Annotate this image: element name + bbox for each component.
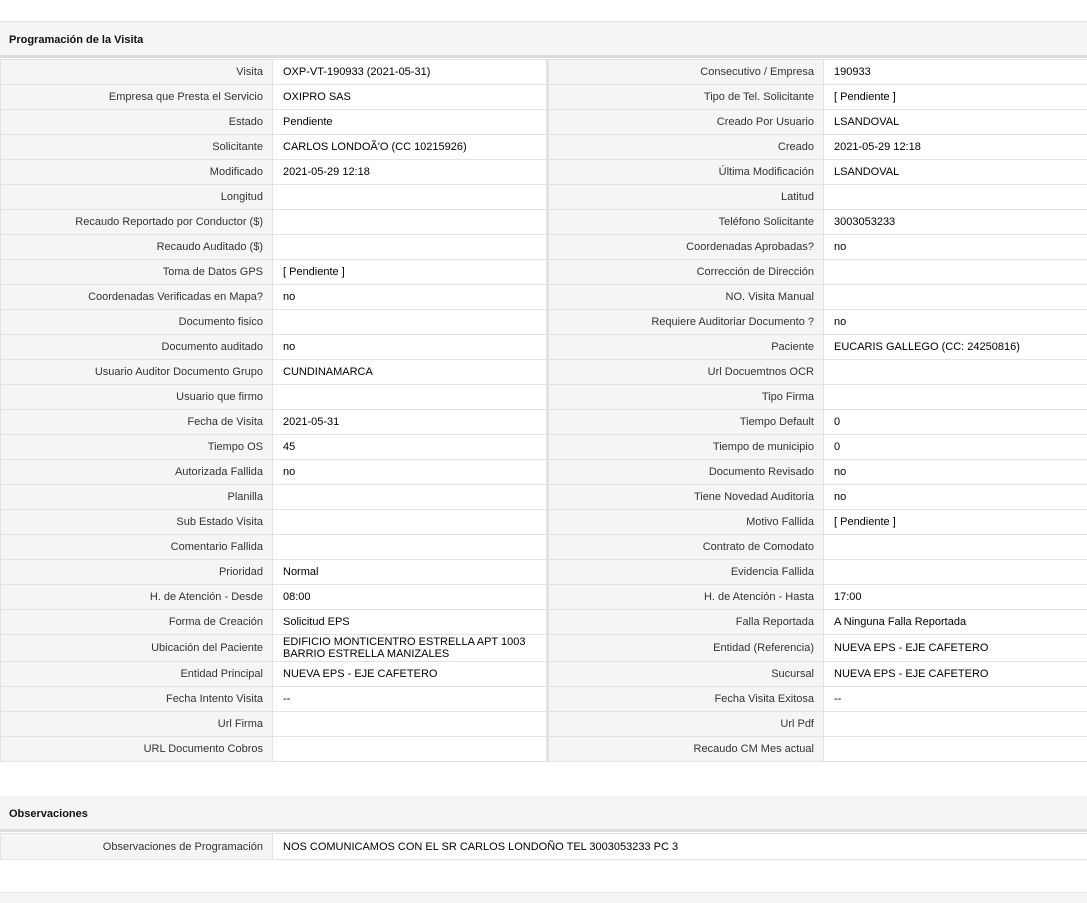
field-value: [824, 535, 1087, 560]
field-label: Fecha Intento Visita: [1, 687, 273, 712]
field-label: Recaudo CM Mes actual: [548, 737, 824, 762]
field-label: Sucursal: [548, 662, 824, 687]
field-label: Tiempo Default: [548, 410, 824, 435]
field-value: LSANDOVAL: [824, 160, 1087, 185]
field-value: CARLOS LONDOÃ'O (CC 10215926): [273, 135, 548, 160]
field-value: CUNDINAMARCA: [273, 360, 548, 385]
field-value: no: [273, 285, 548, 310]
field-label: Observaciones de Programación: [1, 834, 273, 860]
table-row: [1, 712, 1087, 737]
field-label: Creado: [548, 135, 824, 160]
table-row: [1, 435, 1087, 460]
field-value: 0: [824, 410, 1087, 435]
field-value: Pendiente: [273, 110, 548, 135]
field-value: [273, 535, 548, 560]
field-value: [824, 260, 1087, 285]
field-value: Solicitud EPS: [273, 610, 548, 635]
field-label: Autorizada Fallida: [1, 460, 273, 485]
table-row: [1, 135, 1087, 160]
table-row: [1, 460, 1087, 485]
field-value: [273, 485, 548, 510]
field-value: [273, 712, 548, 737]
field-label: URL Documento Cobros: [1, 737, 273, 762]
field-label: Empresa que Presta el Servicio: [1, 85, 273, 110]
field-value: [273, 235, 548, 260]
field-value: 2021-05-29 12:18: [824, 135, 1087, 160]
field-value: [824, 360, 1087, 385]
table-row: [1, 834, 1087, 860]
field-label: Documento fisico: [1, 310, 273, 335]
field-value: NUEVA EPS - EJE CAFETERO: [824, 635, 1087, 662]
field-label: Planilla: [1, 485, 273, 510]
table-row: [1, 160, 1087, 185]
field-label: Url Pdf: [548, 712, 824, 737]
field-value: A Ninguna Falla Reportada: [824, 610, 1087, 635]
field-label: Coordenadas Aprobadas?: [548, 235, 824, 260]
observaciones-table: [0, 833, 1087, 860]
field-label: Entidad Principal: [1, 662, 273, 687]
field-value: EUCARIS GALLEGO (CC: 24250816): [824, 335, 1087, 360]
section-header-observaciones: [0, 796, 1087, 832]
field-label: Tiempo OS: [1, 435, 273, 460]
field-label: Toma de Datos GPS: [1, 260, 273, 285]
field-label: Paciente: [548, 335, 824, 360]
field-label: Recaudo Reportado por Conductor ($): [1, 210, 273, 235]
field-label: Forma de Creación: [1, 610, 273, 635]
field-value: --: [273, 687, 548, 712]
table-row: [1, 635, 1087, 662]
field-value: 17:00: [824, 585, 1087, 610]
section-title: Programación de la Visita: [9, 34, 143, 46]
table-row: [1, 335, 1087, 360]
field-label: Modificado: [1, 160, 273, 185]
field-label: Coordenadas Verificadas en Mapa?: [1, 285, 273, 310]
table-row: [1, 110, 1087, 135]
table-row: [1, 485, 1087, 510]
field-value: 2021-05-29 12:18: [273, 160, 548, 185]
field-label: Url Docuemtnos OCR: [548, 360, 824, 385]
field-value: [ Pendiente ]: [824, 85, 1087, 110]
field-label: Fecha Visita Exitosa: [548, 687, 824, 712]
table-row: [1, 60, 1087, 85]
field-label: Documento Revisado: [548, 460, 824, 485]
field-label: Longitud: [1, 185, 273, 210]
field-value: [824, 185, 1087, 210]
field-label: Consecutivo / Empresa: [548, 60, 824, 85]
field-value: Normal: [273, 560, 548, 585]
field-value: [273, 737, 548, 762]
field-value: NUEVA EPS - EJE CAFETERO: [273, 662, 548, 687]
table-row: [1, 662, 1087, 687]
field-label: Usuario Auditor Documento Grupo: [1, 360, 273, 385]
field-label: Url Firma: [1, 712, 273, 737]
field-value: [273, 310, 548, 335]
field-value: no: [824, 460, 1087, 485]
section-header-programacion: [0, 22, 1087, 58]
table-row: [1, 360, 1087, 385]
table-row: [1, 585, 1087, 610]
field-label: H. de Atención - Desde: [1, 585, 273, 610]
table-row: [1, 410, 1087, 435]
field-label: Última Modificación: [548, 160, 824, 185]
field-label: Evidencia Fallida: [548, 560, 824, 585]
field-value: 08:00: [273, 585, 548, 610]
table-row: [1, 510, 1087, 535]
field-label: Recaudo Auditado ($): [1, 235, 273, 260]
field-label: Solicitante: [1, 135, 273, 160]
field-value: [ Pendiente ]: [824, 510, 1087, 535]
field-value: [824, 285, 1087, 310]
field-value: NOS COMUNICAMOS CON EL SR CARLOS LONDOÑO TEL 3003053233 PC 3: [273, 834, 1087, 860]
table-row: [1, 610, 1087, 635]
field-value: [824, 737, 1087, 762]
table-row: [1, 210, 1087, 235]
field-value: [ Pendiente ]: [273, 260, 548, 285]
field-value: no: [824, 310, 1087, 335]
field-label: Documento auditado: [1, 335, 273, 360]
field-value: EDIFICIO MONTICENTRO ESTRELLA APT 1003 BARRIO ESTRELLA MANIZALES: [273, 635, 548, 662]
table-row: [1, 260, 1087, 285]
field-label: Tipo Firma: [548, 385, 824, 410]
field-value: 3003053233: [824, 210, 1087, 235]
field-value: LSANDOVAL: [824, 110, 1087, 135]
field-label: Fecha de Visita: [1, 410, 273, 435]
field-label: Comentario Fallida: [1, 535, 273, 560]
field-value: --: [824, 687, 1087, 712]
field-value: no: [273, 335, 548, 360]
field-label: H. de Atención - Hasta: [548, 585, 824, 610]
field-label: Latitud: [548, 185, 824, 210]
table-row: [1, 235, 1087, 260]
field-label: Teléfono Solicitante: [548, 210, 824, 235]
field-value: [273, 510, 548, 535]
field-label: Tiempo de municipio: [548, 435, 824, 460]
field-label: Sub Estado Visita: [1, 510, 273, 535]
field-value: no: [273, 460, 548, 485]
field-value: [273, 210, 548, 235]
field-label: Creado Por Usuario: [548, 110, 824, 135]
field-value: [824, 560, 1087, 585]
field-label: Entidad (Referencia): [548, 635, 824, 662]
table-row: [1, 85, 1087, 110]
table-row: [1, 310, 1087, 335]
field-value: no: [824, 485, 1087, 510]
table-row: [1, 285, 1087, 310]
field-label: Tiene Novedad Auditoria: [548, 485, 824, 510]
table-row: [1, 560, 1087, 585]
field-label: Estado: [1, 110, 273, 135]
field-label: Prioridad: [1, 560, 273, 585]
field-value: no: [824, 235, 1087, 260]
field-label: NO. Visita Manual: [548, 285, 824, 310]
section-title: Observaciones: [9, 808, 88, 820]
field-label: Corrección de Dirección: [548, 260, 824, 285]
field-label: Contrato de Comodato: [548, 535, 824, 560]
field-value: 0: [824, 435, 1087, 460]
field-value: [824, 385, 1087, 410]
field-value: OXIPRO SAS: [273, 85, 548, 110]
field-label: Visita: [1, 60, 273, 85]
field-label: Falla Reportada: [548, 610, 824, 635]
field-value: [824, 712, 1087, 737]
table-row: [1, 385, 1087, 410]
table-row: [1, 185, 1087, 210]
field-value: 2021-05-31: [273, 410, 548, 435]
field-label: Requiere Auditoriar Documento ?: [548, 310, 824, 335]
field-value: NUEVA EPS - EJE CAFETERO: [824, 662, 1087, 687]
table-row: [1, 737, 1087, 762]
field-label: Tipo de Tel. Solicitante: [548, 85, 824, 110]
table-row: [1, 535, 1087, 560]
field-value: [273, 185, 548, 210]
bottom-section-edge: [0, 892, 1087, 903]
field-value: 45: [273, 435, 548, 460]
field-label: Motivo Fallida: [548, 510, 824, 535]
programacion-table: [0, 59, 1087, 762]
field-value: OXP-VT-190933 (2021-05-31): [273, 60, 548, 85]
field-label: Ubicación del Paciente: [1, 635, 273, 662]
field-value: 190933: [824, 60, 1087, 85]
table-row: [1, 687, 1087, 712]
field-value: [273, 385, 548, 410]
field-label: Usuario que firmo: [1, 385, 273, 410]
